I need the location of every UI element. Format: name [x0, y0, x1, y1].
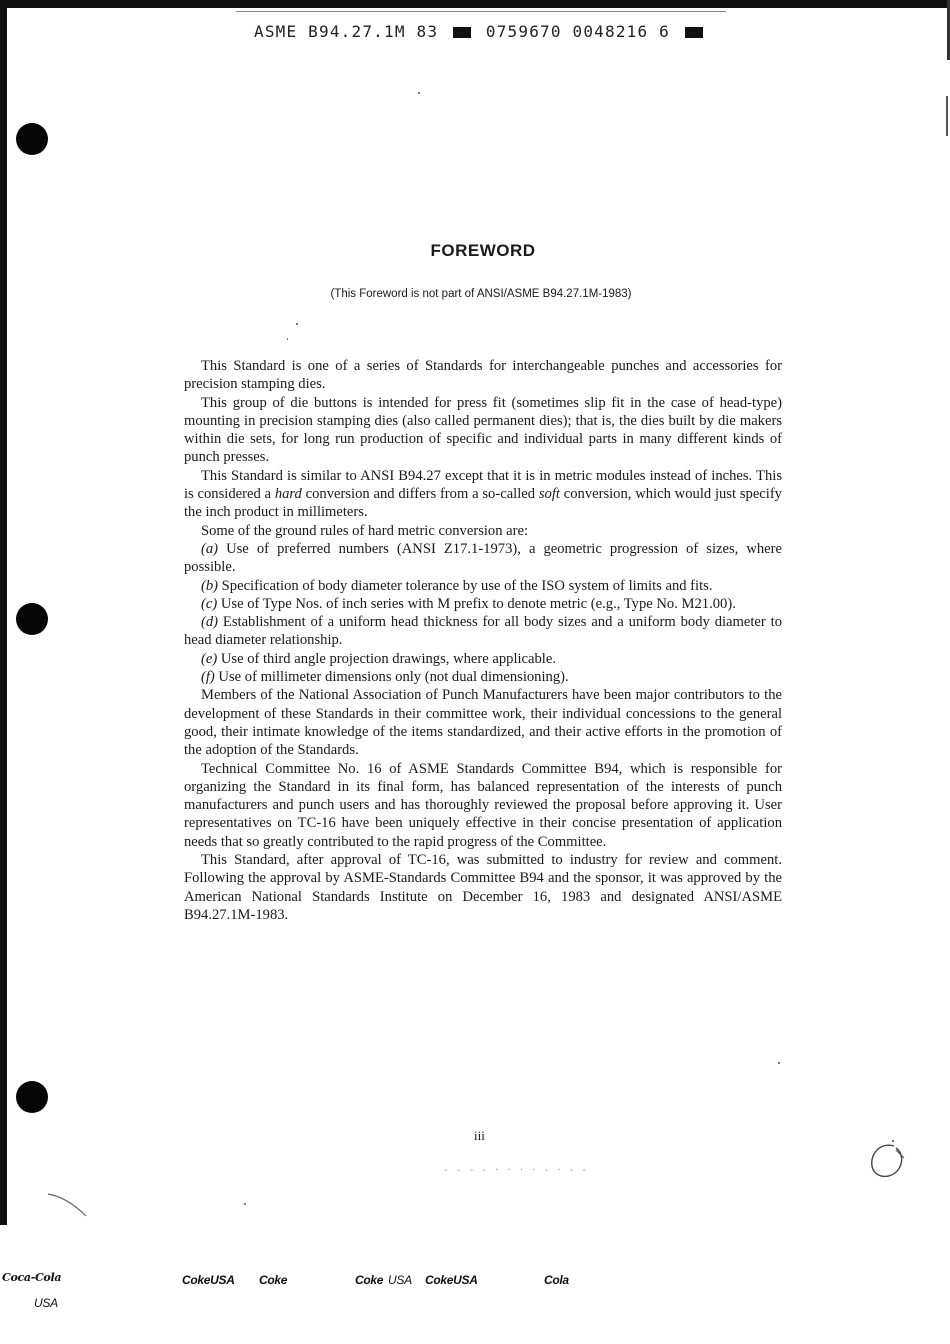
footer-cola: Cola	[544, 1273, 569, 1287]
paragraph-ground-rules: Some of the ground rules of hard metric conversion are:	[201, 522, 529, 539]
list-item-letter: (d)	[201, 614, 219, 631]
paragraph-metric-part3: conversion, which would just specify the inch product in millimeters.	[184, 486, 782, 521]
header-rule	[236, 11, 726, 12]
list-item-text: Establishment of a uniform head thickness for all body sizes and a uniform body diameter to head diameter relationship.	[184, 614, 782, 649]
list-item-text: Use of millimeter dimensions only (not dual dimensioning).	[214, 669, 569, 686]
punch-hole-top	[16, 123, 48, 155]
list-item-text: Use of preferred numbers (ANSI Z17.1-1973), a geometric progression of sizes, where possible.	[184, 540, 782, 576]
footer-usa-left: USA	[34, 1296, 58, 1310]
list-item-letter: (a)	[201, 540, 219, 557]
paragraph-metric	[184, 467, 782, 522]
punch-hole-bottom	[16, 1081, 48, 1113]
list-item-text: Use of third angle projection drawings, where applicable.	[217, 650, 556, 667]
list-item	[184, 650, 782, 668]
list-item-text: Specification of body diameter tolerance by use of the ISO system of limits and fits.	[218, 577, 713, 594]
footer-coke-2: Coke	[355, 1273, 384, 1287]
redaction-block-end	[685, 27, 703, 38]
document-code-header	[254, 22, 724, 41]
punch-hole-middle	[16, 603, 48, 635]
footer-coke-1: Coke	[259, 1273, 288, 1287]
list-item	[184, 540, 782, 577]
paragraph-metric-part2: conversion and differs from a so-called	[301, 486, 539, 503]
scan-speck	[296, 323, 298, 325]
scan-stroke-mark	[46, 1190, 90, 1220]
list-item	[184, 613, 782, 650]
paragraph-intro: This Standard is one of a series of Standards for interchangeable punches and accessories for precision stamping dies.	[184, 358, 782, 393]
scan-edge-top	[0, 0, 950, 8]
coca-cola-script-logo: Coca-Cola	[2, 1271, 62, 1284]
list-item-letter: (f)	[201, 669, 215, 686]
scan-edge-left	[0, 0, 7, 1225]
paragraph-die-buttons: This group of die buttons is intended for press fit (sometimes slip fit in the case of head-type) mounting in precision stamping dies (also called permanent dies); that is, the dies built by die makers within die sets, for long run production of specific and individual parts in many different kinds of punch presses.	[184, 394, 782, 466]
page-title: FOREWORD	[430, 241, 536, 260]
corner-circle-mark	[866, 1138, 906, 1184]
scan-speck	[287, 338, 288, 340]
paragraph-members: Members of the National Association of Punch Manufacturers have been major contributors to the development of these Standards in their committee work, their individual concessions to the general good, their intimate knowledge of the items standardized, and their active efforts in the promotion of the adoption of the Standards.	[184, 687, 782, 759]
list-item-text: Use of Type Nos. of inch series with M prefix to denote metric (e.g., Type No. M21.00).	[217, 595, 736, 612]
footer-usa-2: USA	[388, 1273, 412, 1287]
page-subtitle: (This Foreword is not part of ANSI/ASME B94.27.1M-1983)	[330, 288, 632, 300]
paragraph-approval: This Standard, after approval of TC-16, was submitted to industry for review and comment. Following the approval by ASME-Standards Committee B94 and the sponsor, it was approved by the American National Standards Institute on December 16, 1983 and designated ANSI/ASME B94.27.1M-1983.	[184, 852, 782, 923]
list-item	[184, 595, 782, 613]
footer-coke-usa-1: CokeUSA	[182, 1273, 235, 1287]
scan-speck	[418, 92, 420, 94]
list-item	[184, 668, 782, 686]
list-item-letter: (e)	[201, 650, 218, 667]
scan-speck	[778, 1062, 780, 1064]
catalog-number: 0759670 0048216 6	[485, 22, 671, 41]
emphasis-soft: soft	[538, 486, 560, 503]
paragraph-committee: Technical Committee No. 16 of ASME Standards Committee B94, which is responsible for organizing the Standard in its final form, has balanced representation of the interests of punch manufacturers and punch users and has thoroughly reviewed the proposal before approving it. User representatives on TC-16 have been uniquely effective in their concise presentation of application needs that so greatly contributed to the rapid progress of the Committee.	[184, 760, 782, 850]
document-code: ASME B94.27.1M 83	[254, 22, 439, 41]
emphasis-hard: hard	[274, 486, 302, 503]
page-number: iii	[474, 1128, 485, 1143]
foreword-body	[184, 357, 782, 924]
footer-coke-usa-2: CokeUSA	[425, 1273, 478, 1287]
list-item-letter: (b)	[201, 577, 219, 594]
scan-speck	[244, 1203, 246, 1205]
redaction-block	[453, 27, 471, 38]
scan-edge-mark	[946, 96, 948, 136]
paragraph-metric-part1: This Standard is similar to ANSI B94.27 except that it is in metric modules instead of inches. This is considered a	[184, 467, 782, 503]
scan-dash-row: - - - - · · · · - · - -	[444, 1165, 590, 1176]
list-item	[184, 577, 782, 595]
list-item-letter: (c)	[201, 595, 218, 612]
